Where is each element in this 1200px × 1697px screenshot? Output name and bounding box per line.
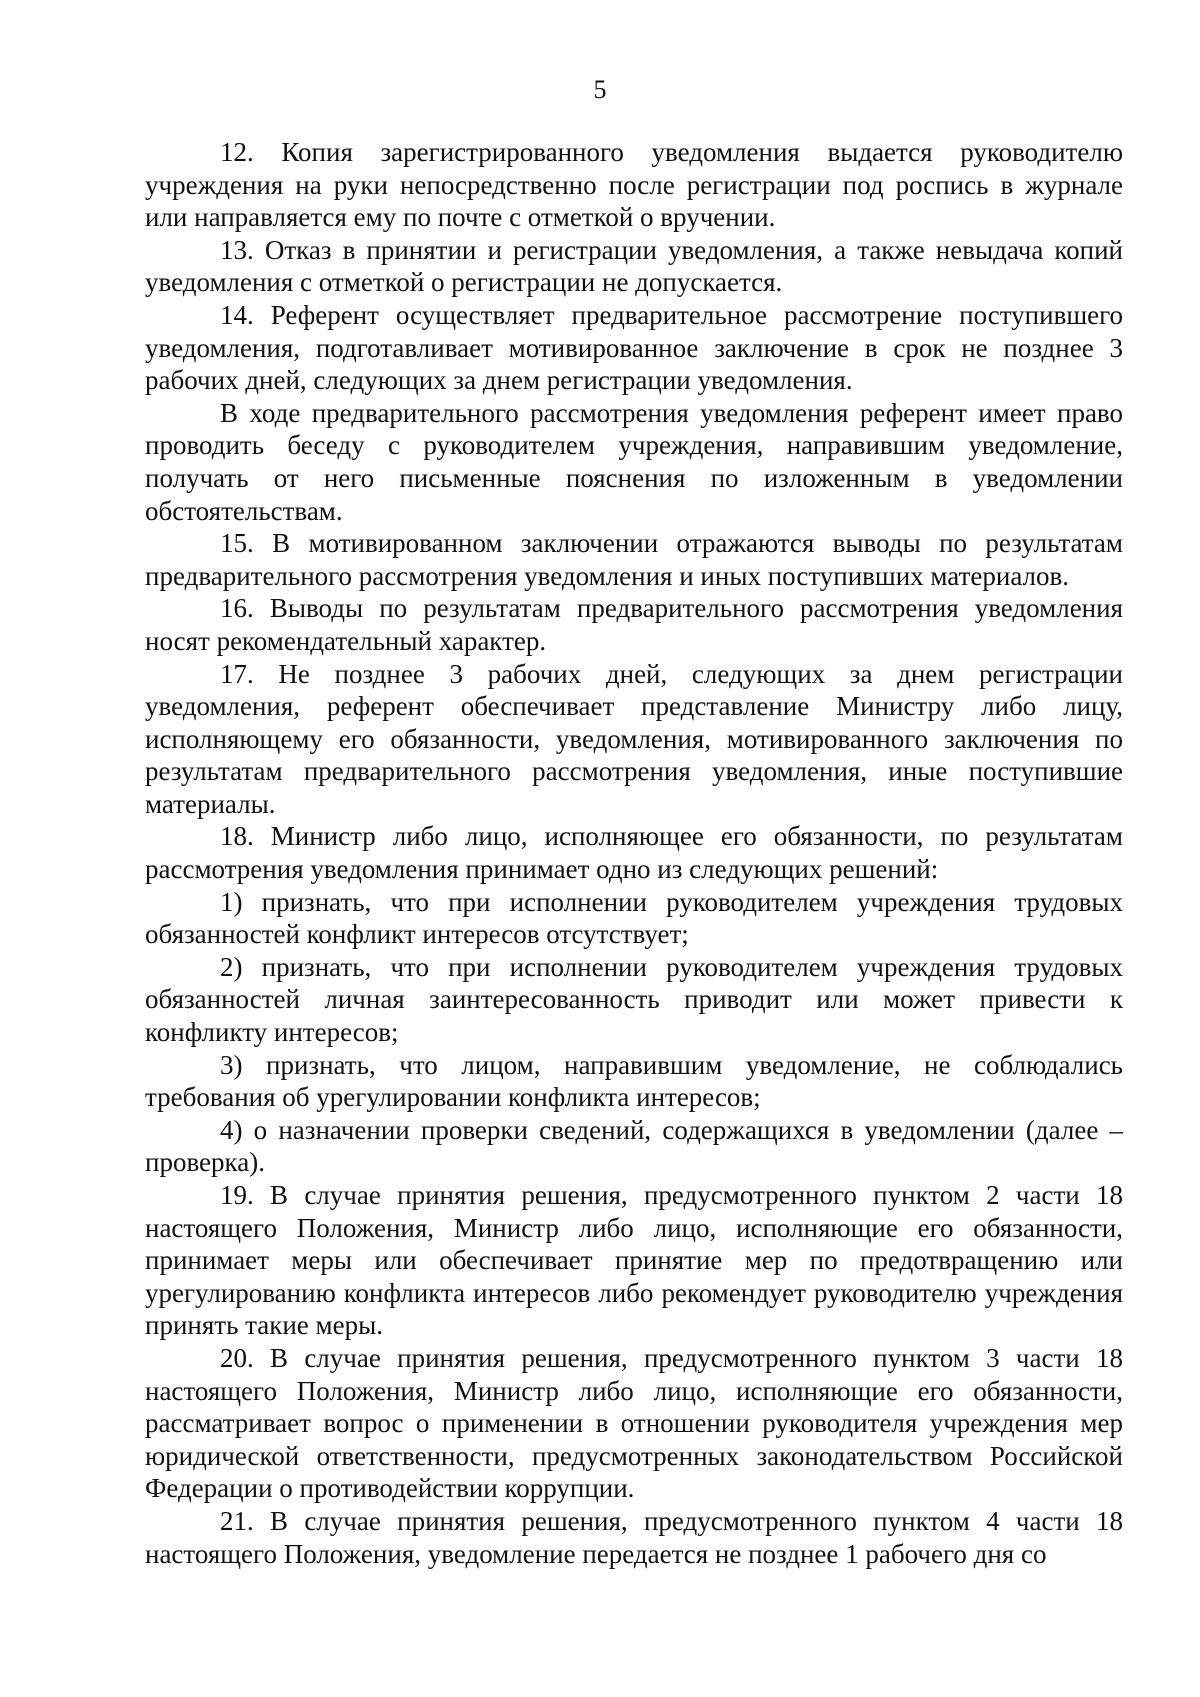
paragraph-17: 17. Не позднее 3 рабочих дней, следующих за днем регистрации уведомления, референт обеспечивает представление Министру либо лицу, исполняющему его обязанности, уведомления, мотивированного заключения по результатам предварительного рассмотрения уведомления, иные поступившие материалы.	[145, 658, 1123, 819]
paragraph-12: 12. Копия зарегистрированного уведомления выдается руководителю учреждения на руки непосредственно после регистрации под роспись в журнале или направляется ему по почте с отметкой о вручении.	[145, 137, 1123, 233]
paragraph-14: 14. Референт осуществляет предварительное рассмотрение поступившего уведомления, подготавливает мотивированное заключение в срок не позднее 3 рабочих дней, следующих за днем регистрации уведомления.	[145, 299, 1123, 396]
page-number: 5	[593, 75, 607, 104]
paragraph-19: 19. В случае принятия решения, предусмотренного пунктом 2 части 18 настоящего Положения, Министр либо лицо, исполняющие его обязанности, принимает меры или обеспечивает принятие мер по предотвращению или урегулированию конфликта интересов либо рекомендует руководителю учреждения принять такие меры.	[145, 1180, 1123, 1341]
paragraph-21: 21. В случае принятия решения, предусмотренного пунктом 4 части 18 настоящего Положения, уведомление передается не позднее 1 рабочего дня со	[145, 1505, 1123, 1569]
paragraph-18-item-2: 2) признать, что при исполнении руководителем учреждения трудовых обязанностей личная заинтересованность приводит или может привести к конфликту интересов;	[145, 951, 1123, 1048]
paragraph-20: 20. В случае принятия решения, предусмотренного пунктом 3 части 18 настоящего Положения, Министр либо лицо, исполняющие его обязанности, рассматривает вопрос о применении в отношении руководителя учреждения мер юридической ответственности, предусмотренных законодательством Российской Федерации о противодействии коррупции.	[145, 1342, 1123, 1504]
paragraph-18: 18. Министр либо лицо, исполняющее его обязанности, по результатам рассмотрения уведомления принимает одно из следующих решений:	[145, 821, 1123, 885]
paragraph-16: 16. Выводы по результатам предварительного рассмотрения уведомления носят рекомендательный характер.	[145, 593, 1123, 656]
paragraph-18-item-4: 4) о назначении проверки сведений, содержащихся в уведомлении (далее – проверка).	[145, 1114, 1123, 1178]
paragraph-18-item-1: 1) признать, что при исполнении руководителем учреждения трудовых обязанностей конфликт интересов отсутствует;	[145, 886, 1123, 950]
document-body	[145, 136, 1123, 1570]
paragraph-15: 15. В мотивированном заключении отражаются выводы по результатам предварительного рассмотрения уведомления и иных поступивших материалов.	[145, 528, 1123, 591]
paragraph-18-item-3: 3) признать, что лицом, направившим уведомление, не соблюдались требования об урегулировании конфликта интересов;	[145, 1049, 1123, 1113]
paragraph-13: 13. Отказ в принятии и регистрации уведомления, а также невыдача копий уведомления с отметкой о регистрации не допускается.	[145, 234, 1123, 298]
paragraph-14-continued: В ходе предварительного рассмотрения уведомления референт имеет право проводить беседу с руководителем учреждения, направившим уведомление, получать от него письменные пояснения по изложенным в уведомлении обстоятельствам.	[145, 397, 1123, 526]
